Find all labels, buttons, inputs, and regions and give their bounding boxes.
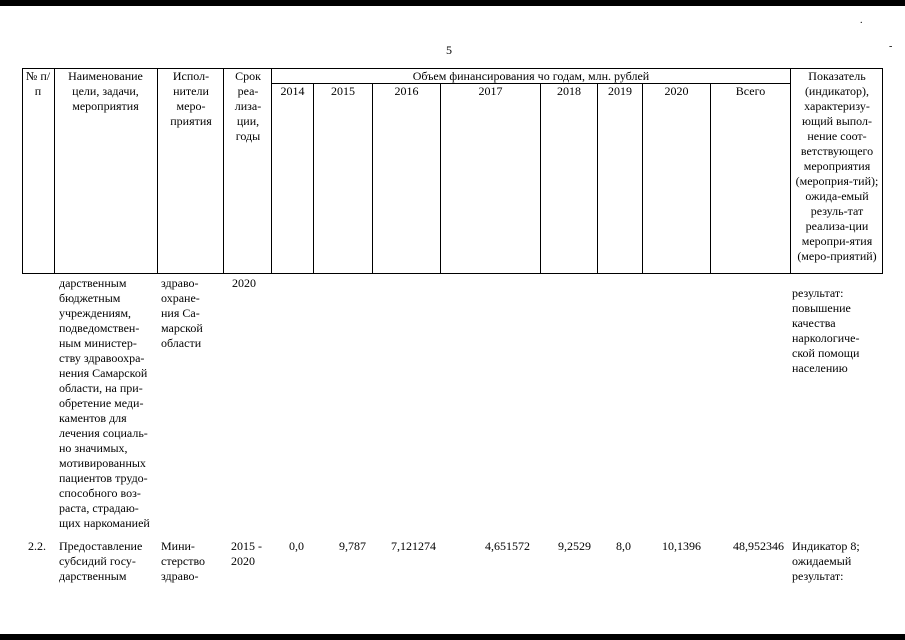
prev-row-name bbox=[59, 276, 163, 531]
cell-line: пациентов трудо- bbox=[59, 471, 148, 485]
cell-line: качества bbox=[792, 316, 836, 330]
prev-row-indicator bbox=[792, 286, 884, 376]
cell-line: лечения социаль- bbox=[59, 426, 148, 440]
year-2019: 2019 bbox=[608, 84, 632, 98]
header-term: Срок реа-лиза-ции, годы bbox=[234, 69, 262, 143]
cell-line: ожидаемый bbox=[792, 554, 852, 568]
cell-line: ным министер- bbox=[59, 336, 137, 350]
col-border bbox=[157, 68, 158, 274]
header-bottom-line bbox=[22, 273, 883, 274]
cell-line: 2020 bbox=[231, 554, 255, 568]
year-2014: 2014 bbox=[280, 84, 305, 98]
value-2018: 9,2529 bbox=[558, 539, 591, 553]
year-2016: 2016 bbox=[394, 84, 419, 98]
value-2016: 7,121274 bbox=[391, 539, 436, 553]
page-number: 5 bbox=[446, 43, 452, 57]
cell-line: повышение bbox=[792, 301, 851, 315]
year-2018: 2018 bbox=[557, 84, 581, 98]
row-2-2-number: 2.2. bbox=[28, 539, 46, 553]
year-total: Всего bbox=[735, 84, 766, 98]
year-2020: 2020 bbox=[664, 84, 689, 98]
value-2020: 10,1396 bbox=[662, 539, 701, 553]
cell-line: мотивированных bbox=[59, 456, 146, 470]
row-2-2-executors bbox=[161, 539, 221, 584]
cell-line: ской помощи bbox=[792, 346, 860, 360]
col-border bbox=[540, 83, 541, 274]
cell-line: ния Са- bbox=[161, 306, 200, 320]
cell-line: субсидий госу- bbox=[59, 554, 136, 568]
cell-line: наркологиче- bbox=[792, 331, 860, 345]
scan-mark: - bbox=[889, 41, 893, 52]
value-2017: 4,651572 bbox=[485, 539, 530, 553]
cell-line: охране- bbox=[161, 291, 200, 305]
header-executors: Испол-нители меро-приятия bbox=[170, 69, 212, 128]
cell-line: здраво- bbox=[161, 276, 199, 290]
cell-line: области bbox=[161, 336, 202, 350]
cell-line: результат: bbox=[792, 286, 844, 300]
prev-row-executors bbox=[161, 276, 221, 351]
year-2017: 2017 bbox=[478, 84, 503, 98]
col-border bbox=[882, 68, 883, 274]
col-border bbox=[22, 68, 23, 274]
cell-line: здраво- bbox=[161, 569, 199, 583]
col-border bbox=[223, 68, 224, 274]
cell-line: нения Самарской bbox=[59, 366, 148, 380]
cell-line: Индикатор 8; bbox=[792, 539, 860, 553]
scan-speck: . bbox=[860, 15, 863, 26]
year-2015: 2015 bbox=[331, 84, 355, 98]
row-2-2-indicator bbox=[792, 539, 884, 584]
top-border bbox=[0, 0, 905, 6]
col-border bbox=[790, 68, 791, 274]
row-2-2-name bbox=[59, 539, 163, 584]
col-border bbox=[313, 83, 314, 274]
cell-line: обретение меди- bbox=[59, 396, 144, 410]
cell-line: бюджетным bbox=[59, 291, 121, 305]
cell-line: Предоставление bbox=[59, 539, 143, 553]
cell-line: дарственным bbox=[59, 569, 127, 583]
cell-line: дарственным bbox=[59, 276, 127, 290]
header-indicator: Показатель (индикатор), характеризу-ющий выпол-нение соот-ветствующего мероприятия (мероприя-тий); ожида-емый резуль-тат реализа-ции меропри-ятия (меро-приятий) bbox=[795, 69, 879, 263]
cell-line: ству здравоохра- bbox=[59, 351, 145, 365]
value-total: 48,952346 bbox=[733, 539, 784, 553]
value-2019: 8,0 bbox=[616, 539, 631, 553]
cell-line: результат: bbox=[792, 569, 844, 583]
cell-line: щих наркоманией bbox=[59, 516, 150, 530]
cell-line: учреждениям, bbox=[59, 306, 132, 320]
col-border bbox=[54, 68, 55, 274]
col-border bbox=[440, 83, 441, 274]
value-2014: 0,0 bbox=[289, 539, 304, 553]
cell-line: стерство bbox=[161, 554, 206, 568]
cell-line: населению bbox=[792, 361, 848, 375]
cell-line: способного воз- bbox=[59, 486, 141, 500]
cell-line: Мини- bbox=[161, 539, 195, 553]
cell-line: 2015 - bbox=[231, 539, 262, 553]
header-name: Наименование цели, задачи, мероприятия bbox=[68, 69, 143, 113]
cell-line: области, на при- bbox=[59, 381, 143, 395]
cell-line: каментов для bbox=[59, 411, 127, 425]
header-no: № п/п bbox=[25, 69, 51, 98]
cell-line: подведомствен- bbox=[59, 321, 140, 335]
col-border bbox=[642, 83, 643, 274]
row-2-2-term bbox=[231, 539, 273, 569]
cell-line: марской bbox=[161, 321, 203, 335]
header-funding: Объем финансирования чо годам, млн. рублей bbox=[412, 69, 650, 83]
cell-line: раста, страдаю- bbox=[59, 501, 139, 515]
col-border bbox=[597, 83, 598, 274]
value-2015: 9,787 bbox=[339, 539, 366, 553]
col-border bbox=[710, 83, 711, 274]
col-border bbox=[372, 83, 373, 274]
cell-line: но значимых, bbox=[59, 441, 128, 455]
bottom-border bbox=[0, 634, 905, 640]
prev-row-term: 2020 bbox=[232, 276, 256, 290]
